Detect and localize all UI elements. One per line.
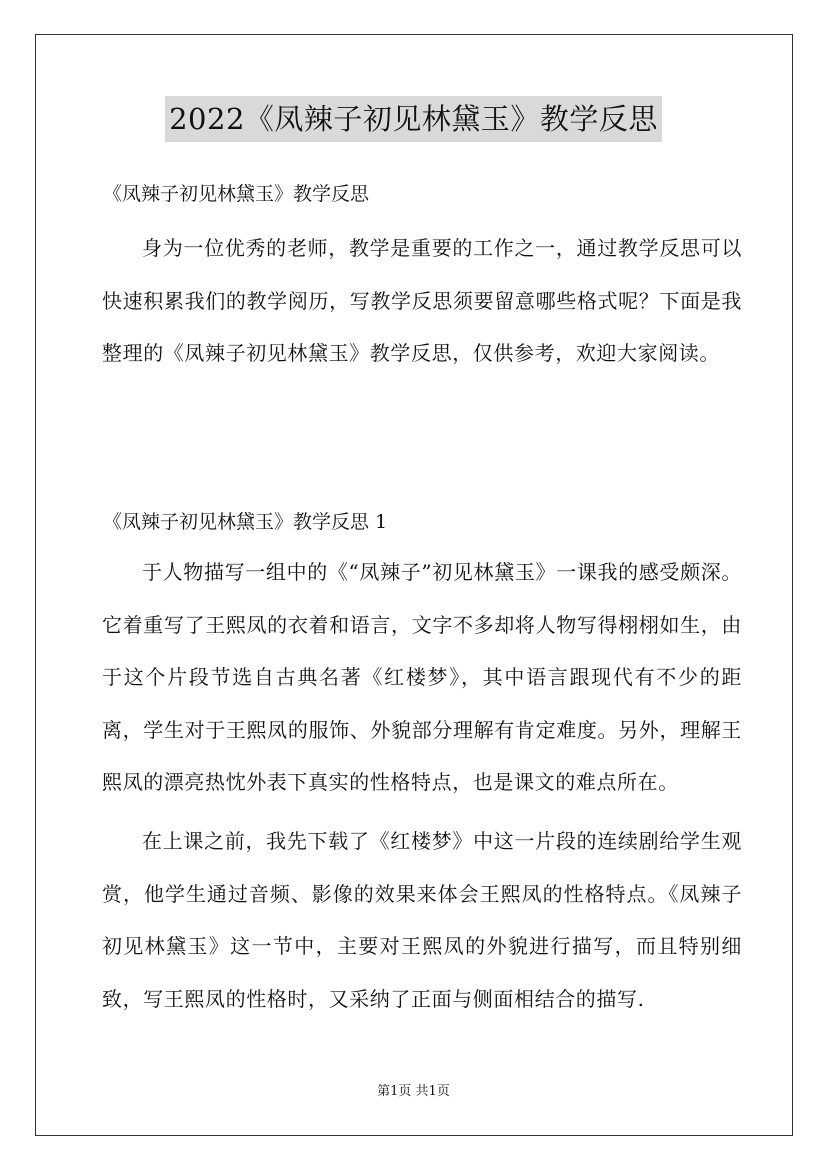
intro-heading: 《凤辣子初见林黛玉》教学反思: [103, 183, 370, 205]
section1-paragraph-2: 在上课之前，我先下载了《红楼梦》中这一片段的连续剧给学生观赏，他学生通过音频、影像的效果来体会王熙凤的性格特点。《凤辣子初见林黛玉》这一节中，主要对王熙凤的外貌进行描写，而且特别细致，写王熙凤的性格时，又采纳了正面与侧面相结合的描写.: [102, 829, 742, 1011]
page-footer: 第1页 共1页: [377, 1084, 450, 1099]
section1-paragraph-1: 于人物描写一组中的《“凤辣子”初见林黛玉》一课我的感受颇深。它着重写了王熙凤的衣着和语言，文字不多却将人物写得栩栩如生，由于这个片段节选自古典名著《红楼梦》，其中语言跟现代有不少的距离，学生对于王熙凤的服饰、外貌部分理解有肯定难度。另外，理解王熙凤的漂亮热忱外表下真实的性格特点，也是课文的难点所在。: [102, 560, 742, 794]
intro-paragraph: 身为一位优秀的老师，教学是重要的工作之一，通过教学反思可以快速积累我们的教学阅历，写教学反思须要留意哪些格式呢？下面是我整理的《凤辣子初见林黛玉》教学反思，仅供参考，欢迎大家阅读。: [102, 236, 742, 365]
title-container: [0, 96, 827, 142]
section1-heading: 《凤辣子初见林黛玉》教学反思 1: [103, 511, 388, 533]
document-title: 2022《凤辣子初见林黛玉》教学反思: [165, 96, 662, 142]
